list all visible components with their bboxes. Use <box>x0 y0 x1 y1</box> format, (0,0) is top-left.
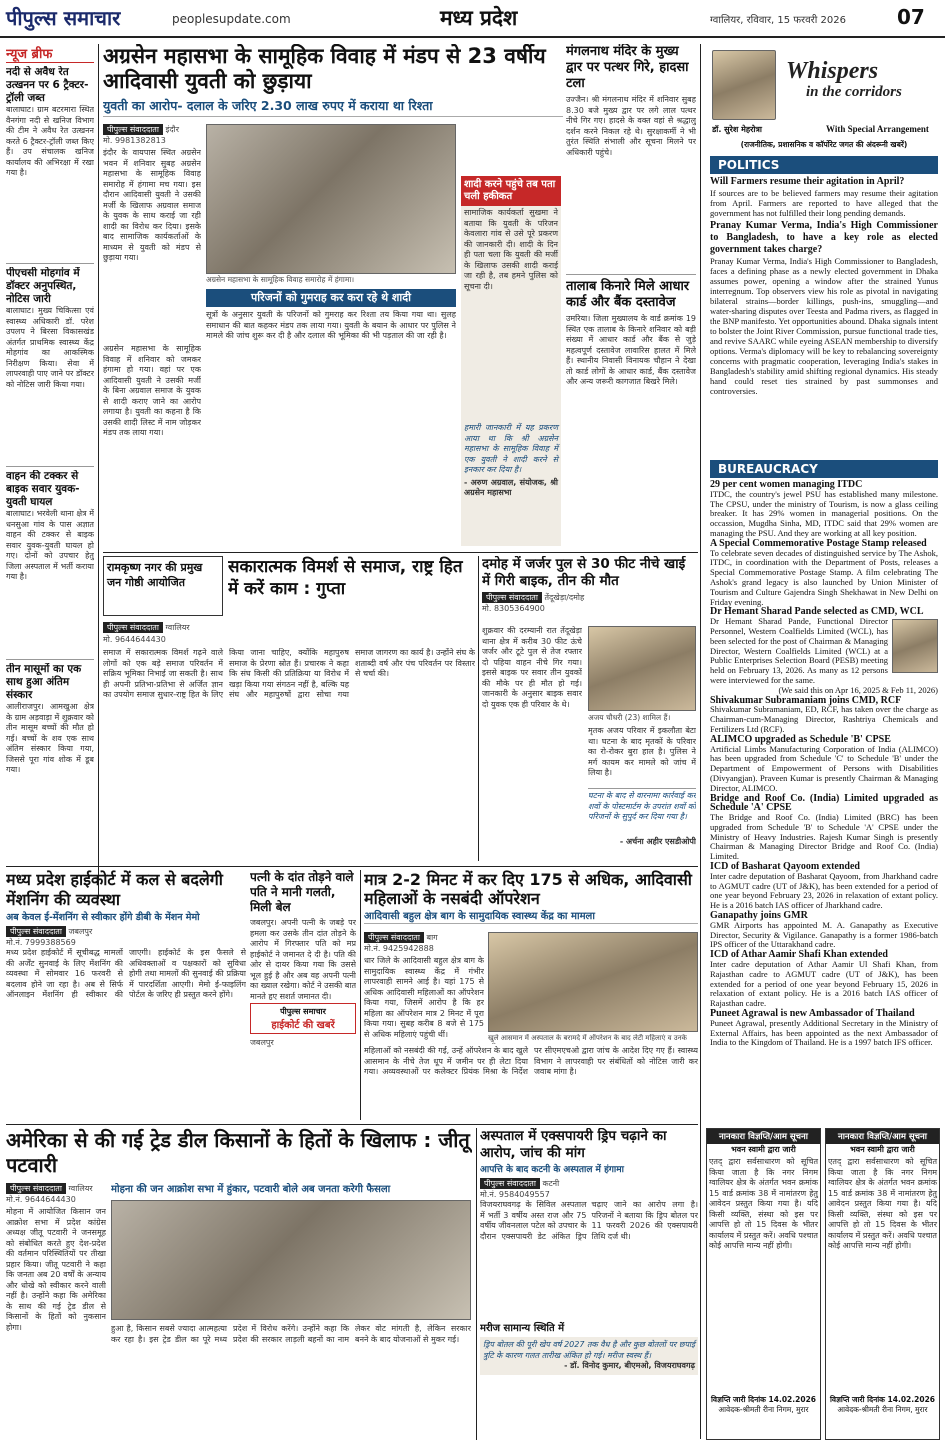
lead-bar-body: सूत्रों के अनुसार युवती के परिजनों को गुमराह कर रिश्ता तय किया गया था। सुलह समाधान की बात कहकर मंडप तक लाया गया। युवती के बयान के आधार पर पुलिस ने मामले की जांच शुरू कर दी है और दलाल की भूमिका की भी पड़ताल की जा रही है। <box>206 310 456 340</box>
jitu-subhead: मोहना की जन आक्रोश सभा में हुंकार, पटवारी बोले अब जनता करेगी फैसला <box>111 1184 391 1195</box>
whispers-subtitle: in the corridors <box>806 84 902 100</box>
row-divider <box>6 866 698 867</box>
byline-place: जबलपुर <box>68 927 93 936</box>
jitu-col1 <box>6 1183 106 1438</box>
damoh-quote: घटना के बाद से वारनामा कार्रवाई कर शवों के पोस्टमार्टम के उपरांत शवों को परिजनों के सुपुर्द कर दिया गया है। <box>588 791 696 821</box>
byline: पीपुल्स संवाददाता <box>364 932 424 943</box>
lead-body: इंदौर के वायपास स्थित अग्रसेन भवन में शनिवार सुबह अग्रसेन महासभा के सामूहिक विवाह समारोह में हंगामा मच गया। इस दौरान आदिवासी युवती ने उसकी मर्जी के खिलाफ अग्रवाल समाज के युवक के साथ कराई जा रही शादी का विरोध कर दिया। इसके बाद सामाजिक कार्यकर्ताओं के माध्यम से युवती को मंडप से छुड़ाया गया। <box>103 148 201 262</box>
mobile-number: मो. 9981382813 <box>103 136 166 145</box>
lead-story <box>103 44 563 549</box>
bureaucracy-item: Ganapathy joins GMR GMR Airports has appointed M. A. Ganapathy as Executive Director, Security & Vigilance. Ganapathy is a former 1986-batch IPS officer of the Uttarakhand cadre. <box>710 910 938 950</box>
bureaucracy-item: ICD of Basharat Qayoom extended Inter cadre deputation of Basharat Qayoom, from Jharkhand cadre to AGMUT cadre (UT of J&K), has been extended for a period of one year beyond February 23, 2026 in relaxation of extant policy. He is a 2016 batch IAS officer of Jharkhand cadre. <box>710 861 938 911</box>
byline-place: तेंदूखेड़ा/दमोह <box>544 593 585 602</box>
notice-date: विज्ञप्ति जारी दिनांक 14.02.2026 <box>829 1395 936 1404</box>
side-quote: हमारी जानकारी में यह प्रकरण आया था कि श्री अग्रसेन महासभा के सामूहिक विवाह में एक युवती ने शादी करने से इनकार कर दिया है। <box>464 423 558 474</box>
teeth-body: जबलपुर। अपनी पत्नी के जबड़े पर हमला कर उसके तीन दांत तोड़ने के आरोप में गिरफ्तार पति को मप्र हाईकोर्ट ने जमानत दे दी है। पति की ओर से दायर किया गया कि उससे भूल हुई है और अब वह अपनी पत्नी का ख्याल रखेगा। कोर्ट ने उसकी बात मानते हुए सशर्त जमानत दी। <box>250 918 356 1000</box>
bureaucracy-item: Dr Hemant Sharad Pande selected as CMD, WCL Dr Hemant Sharad Pande, Functional Director Personnel, Western Coalfields Limited (WCL), has been selected for the post of Chairman & Managing Director, Western Coalfields Limited (WCL) at a Public Enterprises Selection Board (PESB) meeting held on February 13, 2026. As many as 12 persons were interviewed for the same. <box>710 607 938 685</box>
teeth-story <box>250 870 356 1120</box>
mobile-number: मो.नं. 9644644430 <box>6 1195 76 1204</box>
byline: पीपुल्स संवाददाता <box>103 124 163 135</box>
byline: पीपुल्स संवाददाता <box>482 592 542 603</box>
lead-subhead: युवती का आरोप- दलाल के जरिए 2.30 लाख रुपए में कराया था रिश्ता <box>103 98 563 117</box>
byline: पीपुल्स संवाददाता <box>6 926 66 937</box>
brief-item: नदी से अवैध रेत उत्खनन पर 6 ट्रैक्टर-ट्रॉली जब्त बालाघाट। ग्राम बटरमारा स्थित वैनगंगा नदी से खनिज विभाग की टीम ने अवैध रेत उत्खनन करते 6 ट्रैक्टर-ट्रॉली जब्त किए हैं। उप संचालक खनिज कार्यालय की अभिरक्षा में रखा गया है। <box>6 66 94 264</box>
byline-place: कटनी <box>542 1179 560 1188</box>
bureaucracy-item: Shivakumar Subramaniam joins CMD, RCF Shivakumar Subramaniam, ED, RCF, has taken over the charge as Chairman-cum-Managing Director, Rashtriya Chemicals and Fertilizers Ltd (RCF). <box>710 694 938 734</box>
victim-caption: अजय चौधरी (23) शामिल हैं। <box>588 713 671 722</box>
hc-story <box>6 870 246 1120</box>
bureaucracy-item: (We said this on Apr 16, 2025 & Feb 11, 2026) <box>778 684 938 695</box>
special-arrangement: With Special Arrangement <box>826 124 929 134</box>
bureaucracy-item: ICD of Athar Aamir Shafi Khan extended Inter cadre deputation of Athar Aamir Ul Shafi Khan, from Rajasthan cadre to AGMUT cadre (UT of J&K), has been extended for a period of one year beyond February 15, 2026 in relaxation of extant policy. He is a 2016 batch IAS officer of Rajasthan cadre. <box>710 949 938 1009</box>
damoh-quote-box <box>588 788 696 860</box>
column-divider <box>478 556 479 861</box>
lead-subsection-bar: परिजनों को गुमराह कर करा रहे थे शादी <box>206 289 456 307</box>
officer-photo <box>892 619 938 673</box>
mangalnath-headline: मंगलनाथ मंदिर के मुख्य द्वार पर पत्थर गिरे, हादसा टला <box>566 44 689 91</box>
news-brief-label: न्यूज ब्रीफ <box>6 44 94 63</box>
byline-place: ग्वालियर <box>165 623 190 632</box>
katni-quote-box <box>480 1337 698 1375</box>
katni-quote: ड्रिप बोतल की पूरी खेप वर्ष 2027 तक वैध है और कुछ बोतलों पर छपाई त्रुटि के कारण गलत तारीख अंकित हो गई। मरीज स्वस्थ हैं। <box>483 1340 695 1360</box>
katni-quote-author: - डॉ. विनोद कुमार, बीएमओ, विजयराघवगढ़ <box>564 1361 695 1370</box>
bureaucracy-section <box>710 480 938 1124</box>
notice-applicant: आवेदक-श्रीमती रीना निगम, मुरार <box>837 1405 928 1414</box>
bureaucracy-item: Puneet Agrawal is new Ambassador of Thailand Puneet Agrawal, presently Additional Secretary in the Ministry of External Affairs, has been appointed as the next Ambassador of India to the Kingdom of Thailand. He is a 1997 batch IFS officer. <box>710 1008 938 1048</box>
byline: पीपुल्स संवाददाता <box>480 1178 540 1189</box>
notice-subtitle: भवन स्वामी द्वारा जारी <box>731 1145 796 1154</box>
jitu-story <box>6 1128 472 1440</box>
byline-place: इंदौर <box>165 125 180 134</box>
katni-body: विजयराघवगढ़ के सिविल अस्पताल में भर्ती 3 वर्षीय अस्त राज और 75 वर्षीय जीवनलाल पटेल को उपचार के दौरान एक्सपायरी डेट अंकित ड्रिप चढ़ाए जाने का आरोप लगा है। परिजनों ने बताया कि ड्रिप बोतल पर 11 फरवरी 2026 की एक्सपायरी तिथि दर्ज थी। <box>480 1200 698 1241</box>
bureaucracy-item: Bridge and Roof Co. (India) Limited upgraded as Schedule 'A' CPSE The Bridge and Roof Co. (India) Limited (BRC) has been upgraded from Schedule 'B' to Schedule 'A' CPSE under the Ministry of Heavy Industries. Rajesh Kumar Singh is presently Chairman & Managing Director Bridge and Roof Co. (India) Limited. <box>710 792 938 862</box>
politics-section <box>710 176 938 456</box>
byline: पीपुल्स संवाददाता <box>103 622 163 633</box>
damoh-headline: दमोह में जर्जर पुल से 30 फीट नीचे खाई में गिरी बाइक, तीन की मौत <box>482 556 686 589</box>
brief-item: तीन मासूमों का एक साथ हुआ अंतिम संस्कार आलीराजपुर। आमखुआ क्षेत्र के ग्राम अड़वाड़ा में शुक्रवार को तीन मासूम बच्चों की मौत हो गई। बच्चों के शव एक साथ अंतिम संस्कार किया गया, जिससे पूरा गांव शोक में डूब गया। <box>6 663 94 774</box>
mobile-number: मो.नं. 7999388569 <box>6 938 76 947</box>
column-divider <box>360 870 361 1120</box>
rk-box: रामकृष्ण नगर की प्रमुख जन गोष्ठी आयोजित <box>103 556 223 616</box>
notice-applicant: आवेदक-श्रीमती रीना निगम, मुरार <box>718 1405 809 1414</box>
newspaper-logo: पीपुल्स समाचार <box>6 6 121 30</box>
damoh-body-2: मृतक अजय परिवार में इकलौता बेटा था। घटना के बाद मृतकों के परिवार का रो-रोकर बुरा हाल है। पुलिस ने मर्ग कायम कर मामले को जांच में लिया है। <box>588 726 696 777</box>
politics-text: Pranay Kumar Verma, India's High Commissioner to Bangladesh, faces a defining phase as a newly elected government in Dhaka assumes power, opening a window after the strained Yunus interregnum. Top observers view his role as pivotal in navigating bilateral strains—border killings, push-ins, smuggling—and water-sharing disputes over Teesta and Padma rivers, as flagged in the BNP manifesto. Yet opportunities abound. Dhaka signals intent to bolster the Joint River Commission, pursue functional trade ties, and revive SAARC while eyeing ASEAN membership to diversify options. Verma's diplomacy will be key to rebalancing sovereignty concerns with pragmatic cooperation, leveraging India's stakes in Bangladesh's stability amid shifting regional dynamics. His steady hand could reset ties strained by past summonses and controversies. <box>710 256 938 396</box>
rk-story <box>103 556 475 861</box>
nasbandi-caption: खुले आसमान में अस्पताल के बरामदे में ऑपरेशन के बाद लेटी महिलाएं व उनके <box>488 1034 687 1042</box>
page-number: 07 <box>897 5 925 29</box>
brief-item: वाहन की टक्कर से बाइक सवार युवक-युवती घायल बालाघाट। भरवेली थाना क्षेत्र में धनसुआ गांव के पास अज्ञात वाहन की टक्कर से बाइक सवार युवक-युवती घायल हो गए। दोनों को उपचार हेतु जिला अस्पताल में भर्ती कराया गया है। <box>6 470 94 660</box>
victim-photo <box>588 626 696 711</box>
mangalnath-column <box>566 44 696 549</box>
nasbandi-photo <box>488 932 698 1032</box>
masthead <box>0 0 945 38</box>
column-divider <box>476 1128 477 1440</box>
katni-subheading: मरीज सामान्य स्थिति में <box>480 1323 565 1334</box>
katni-headline: अस्पताल में एक्सपायरी ड्रिप चढ़ाने का आरोप, जांच की मांग <box>480 1128 667 1161</box>
dateline: ग्वालियर, रविवार, 15 फरवरी 2026 <box>710 15 846 26</box>
bureaucracy-band: BUREAUCRACY <box>710 460 938 478</box>
jitu-body-2: हुआ है, किसान सबसे ज्यादा आत्महत्या कर रहा है। इस ट्रेड डील का पूरे मध्य प्रदेश में विरोध करेंगे। उन्होंने कहा कि प्रदेश की सरकार लाड़ली बहनों का नाम लेकर वोट मांगती है, लेकिन सरकार बनने के बाद योजनाओं से मुकर गई। <box>111 1324 471 1344</box>
hc-news-strip <box>250 1003 356 1034</box>
nasbandi-story <box>364 870 698 1120</box>
news-brief-column <box>6 44 94 899</box>
section-title: मध्य प्रदेश <box>440 6 518 30</box>
jitu-body: मोहना में आयोजित किसान जन आक्रोश सभा में प्रदेश कांग्रेस अध्यक्ष जीतू पटवारी ने जनसमूह को संबोधित करते हुए देश-प्रदेश की वर्तमान परिस्थितियों पर तीखा प्रहार किया। जीतू पटवारी ने कहा कि जनता अब 20 वर्षों के अन्याय और धोखे को स्वीकार करने वाली नहीं है। उन्होंने कहा कि अमेरिका के साथ की गई ट्रेड डील से किसानों के हितों को नुकसान होगा। <box>6 1207 106 1332</box>
public-notice <box>825 1128 940 1440</box>
talab-body: उमरिया। जिला मुख्यालय के वार्ड क्रमांक 19 स्थित एक तालाब के किनारे शनिवार को बड़ी संख्या में आधार कार्ड और बैंक से जुड़े महत्वपूर्ण दस्तावेज लावारिस हालत में मिले हैं। स्थानीय निवासी विनायक चौहान ने देखा तो कार्ड लोगों के आधार कार्ड, बैंक दस्तावेज और अन्य जरूरी कागजात बिखरे मिले। <box>566 314 696 386</box>
notice-title: नानकारा विज्ञप्ति/आम सूचना <box>707 1129 820 1144</box>
side-quote-author: - अरुण अग्रवाल, संयोजक, श्री अग्रसेन महासभा <box>464 477 558 497</box>
notice-date: विज्ञप्ति जारी दिनांक 14.02.2026 <box>710 1395 817 1404</box>
nasbandi-body: धार जिले के आदिवासी बहुल क्षेत्र बाग के सामुदायिक स्वास्थ्य केंद्र में गंभीर लापरवाही सामने आई है। यहां 175 से अधिक आदिवासी महिलाओं का ऑपरेशन किया गया, जिसमें आरोप है कि हर महिला का ऑपरेशन मात्र 2 मिनट में पूरा किया गया। सुबह करीब 8 बजे से 175 से अधिक महिलाएं पहुंची थीं। <box>364 956 484 1039</box>
lead-photo <box>206 124 456 274</box>
nasbandi-headline: मात्र 2-2 मिनट में कर दिए 175 से अधिक, आदिवासी महिलाओं के नसबंदी ऑपरेशन <box>364 870 692 908</box>
row-divider <box>6 1124 698 1125</box>
mobile-number: मो. 8305364900 <box>482 604 545 613</box>
column-divider <box>700 44 701 1439</box>
side-heading: शादी करने पहुंचे तब पता चली हकीकत <box>461 176 561 206</box>
teeth-headline: पत्नी के दांत तोड़ने वाले पति ने मानी गलती, मिली बेल <box>250 870 354 914</box>
hc-headline: मध्य प्रदेश हाईकोर्ट में कल से बदलेगी मेंशनिंग की व्यवस्था <box>6 870 223 909</box>
mangalnath-body: उज्जैन। श्री मंगलनाथ मंदिर में शनिवार सुबह 8.30 बजे मुख्य द्वार पर लगे लाल पत्थर नीचे गिर गए। हादसे के वक्त वहां से श्रद्धालु दर्शन करने निकल रहे थे। सुरक्षाकर्मी ने भी तुरंत स्थिति संभाली और सूचना मिलने पर अधिकारी पहुंचे। <box>566 95 696 157</box>
columnist-photo <box>712 50 776 120</box>
byline: पीपुल्स संवाददाता <box>6 1183 66 1194</box>
byline-place: जबलपुर <box>250 1038 274 1047</box>
bureaucracy-item: ALIMCO upgraded as Schedule 'B' CPSE Artificial Limbs Manufacturing Corporation of India (ALIMCO) has been upgraded from Schedule 'C' to Schedule 'B' under the Department of Empowerment of Persons with Disabilities (Divyangjan). Praveen Kumar is presently Chairman & Managing Director, ALIMCO. <box>710 733 938 793</box>
hc-body: मध्य प्रदेश हाईकोर्ट में सूचीबद्ध मामलों की अर्जेंट सुनवाई के लिए मेंशनिंग की व्यवस्था में सोमवार 16 फरवरी से बदलाव होने जा रहा है। अब से सिर्फ ऑनलाइन मेंशनिंग ही स्वीकार की जाएगी। हाईकोर्ट के इस फैसले से अधिवक्ताओं व पक्षकारों को सुविधा होगी तथा मामलों की सुनवाई की प्रक्रिया में पारदर्शिता आएगी। मेमो ई-फाइलिंग पोर्टल के जरिए ही प्रस्तुत करने होंगे। <box>6 948 246 999</box>
jitu-photo <box>111 1200 471 1320</box>
katni-subhead: आपत्ति के बाद कटनी के अस्पताल में हंगामा <box>480 1165 624 1175</box>
talab-headline: तालाब किनारे मिले आधार कार्ड और बैंक दस्तावेज <box>566 274 696 311</box>
mobile-number: मो.नं. 9584049557 <box>480 1190 550 1199</box>
notice-subtitle: भवन स्वामी द्वारा जारी <box>850 1145 915 1154</box>
nasbandi-body-2: महिलाओं को नसबंदी की गई, उन्हें ऑपरेशन के बाद खुले आसमान के नीचे तेज धूप में जमीन पर ही लेटा दिया गया। अव्यवस्थाओं पर कलेक्टर प्रियंक मिश्रा के निर्देश पर सीएमएचओ द्वारा जांच के आदेश दिए गए हैं। स्वास्थ्य विभाग ने लापरवाही पर संबंधितों को नोटिस जारी कर जवाब मांगा है। <box>364 1046 698 1076</box>
mobile-number: मो. 9644644430 <box>103 635 166 644</box>
mobile-number: मो.नं. 9425942888 <box>364 944 434 953</box>
notice-text: एतद् द्वारा सर्वसाधारण को सूचित किया जाता है कि नगर निगम ग्वालियर क्षेत्र के अंतर्गत भवन क्रमांक 15 वार्ड क्रमांक 38 में नामांतरण हेतु आवेदन प्रस्तुत किया गया है। यदि किसी व्यक्ति, संस्था को इस पर आपत्ति हो तो 15 दिवस के भीतर कार्यालय में प्रस्तुत करें। अवधि पश्चात कोई आपत्ति मान्य नहीं होगी। <box>709 1157 818 1250</box>
columnist-name: डॉ. सुरेश मेहरोत्रा <box>712 125 762 134</box>
bureaucracy-item: 29 per cent women managing ITDC ITDC, the country's jewel PSU has established many milestone. The CPSU, under the ministry of Tourism, is now a glass ceiling breaker. It has 29% women in managerial positions. On the occassion, Mugdha Sinha, MD, ITDC said that 29% women are managing the PSU. And they are working at all key position. <box>710 480 938 538</box>
row-divider <box>103 552 698 553</box>
lead-side-box <box>461 176 561 546</box>
byline-place: ग्वालियर <box>68 1184 93 1193</box>
rk-body: समाज में सकारात्मक विमर्श गढ़ने वाले लोगों को एक बड़े समाज परिवर्तन में सक्रिय भूमिका निभाई जा सकती है। साथ ही अपनी प्रतिभा-प्रतिभा से अर्जित ज्ञान का उपयोग समाज सुधार-राष्ट्र हित के लिए किया जाना चाहिए, क्योंकि महापुरुष समाज के प्रेरणा स्रोत हैं। प्रचारक ने कहा कि संघ किसी की प्रतिक्रिया या विरोध में खड़ा किया गया संगठन नहीं है, बल्कि यह संघ और महापुरुषों द्वारा सोचा गया समाज जागरण का कार्य है। उन्होंने संघ के शताब्दी वर्ष और पंच परिवर्तन पर विस्तार से चर्चा की। <box>103 648 475 699</box>
whispers-tagline: (राजनीतिक, प्रशासनिक व कॉर्पोरेट जगत की अंदरूनी खबरें) <box>740 140 908 149</box>
lead-body-2: अग्रसेन महासभा के सामूहिक विवाह में शनिवार को जमकर हंगामा हो गया। वहां पर एक आदिवासी युवती ने उसकी मर्जी के बिना अग्रवाल समाज के युवक से शादी कराए जाने का आरोप लगाया है। युवती का कहना है कि उसकी शादी लिस्ट में नाम जोड़कर मंडप तक लाया गया। <box>103 344 201 437</box>
notice-title: नानकारा विज्ञप्ति/आम सूचना <box>826 1129 939 1144</box>
whispers-column <box>706 44 940 1124</box>
website-link[interactable]: peoplesupdate.com <box>172 12 291 26</box>
brief-item: पीएचसी मोहगांव में डॉक्टर अनुपस्थित, नोटिस जारी बालाघाट। मुख्य चिकित्सा एवं स्वास्थ्य अधिकारी डॉ. परेश उपलप ने बिरसा विकासखंड अंतर्गत प्राथमिक स्वास्थ्य केंद्र मोहगांव का आकस्मिक निरीक्षण किया। सेवा में लापरवाही पाए जाने पर डॉक्टर को नोटिस जारी किया गया। <box>6 267 94 467</box>
damoh-story <box>482 556 696 861</box>
damoh-quote-author: - अर्चना अहीर एसडीओपी <box>619 837 696 846</box>
strip-brand: पीपुल्स समाचार <box>280 1007 326 1016</box>
jitu-headline: अमेरिका से की गई ट्रेड डील किसानों के हितों के खिलाफ : जीतू पटवारी <box>6 1128 470 1177</box>
rk-headline: सकारात्मक विमर्श से समाज, राष्ट्र हित में करें काम : गुप्ता <box>228 557 463 599</box>
strip-label: हाईकोर्ट की खबरें <box>271 1020 335 1031</box>
column-divider <box>98 44 99 899</box>
byline-place: बाग <box>426 933 438 942</box>
whispers-title: Whispers <box>786 58 879 84</box>
politics-heading: Pranay Kumar Verma, India's High Commissioner to Bangladesh, to have a key role as elected government takes charge? <box>710 220 938 255</box>
katni-story <box>480 1128 698 1440</box>
politics-band: POLITICS <box>710 156 938 174</box>
politics-text: If sources are to be believed farmers may resume their agitation from April. Farmers are reported to have alleged that the government has not fulfilled their long pending demands. <box>710 188 938 218</box>
lead-photo-caption: अग्रसेन महासभा के सामूहिक विवाह समारोह में हंगामा। <box>206 275 355 284</box>
lead-headline: अग्रसेन महासभा के सामूहिक विवाह में मंडप से 23 वर्षीय आदिवासी युवती को छुड़ाया <box>103 44 546 93</box>
nasbandi-subhead: आदिवासी बहुल क्षेत्र बाग के सामुदायिक स्वास्थ्य केंद्र का मामला <box>364 910 698 924</box>
damoh-body: शुक्रवार की दरम्यानी रात तेंदूखेड़ा थाना क्षेत्र में करीब 30 फीट ऊंचे जर्जर और टूटे पुल से तेज रफ्तार दो पहिया वाहन नीचे गिर गया। इससे बाइक पर सवार तीन युवकों की मौके पर ही मौत हो गई। जानकारी के अनुसार बाइक सवार दो युवक एक ही परिवार के थे। <box>482 626 582 709</box>
politics-heading: Will Farmers resume their agitation in April? <box>710 176 905 187</box>
public-notice <box>706 1128 821 1440</box>
bureaucracy-item: A Special Commemorative Postage Stamp released To celebrate seven decades of distinguished service by The Ashok, ITDC, in coordination with the Department of Posts, releases a Special Commemorative Postage Stamp. A film celebrating The Ashok's grand legacy is also launched by Union Minister of Tourism and Culture Gajendra Singh Shekhawat in New Delhi on Friday evening. <box>710 537 938 607</box>
notice-text: एतद् द्वारा सर्वसाधारण को सूचित किया जाता है कि नगर निगम ग्वालियर क्षेत्र के अंतर्गत भवन क्रमांक 15 वार्ड क्रमांक 38 में नामांतरण हेतु आवेदन प्रस्तुत किया गया है। यदि किसी व्यक्ति, संस्था को इस पर आपत्ति हो तो 15 दिवस के भीतर कार्यालय में प्रस्तुत करें। अवधि पश्चात कोई आपत्ति मान्य नहीं होगी। <box>828 1157 937 1250</box>
hc-subhead: अब केवल ई-मेंशनिंग से स्वीकार होंगे डीबी के मेंशन मेमो <box>6 912 200 923</box>
side-body: सामाजिक कार्यकर्ता सुखमा ने बताया कि युवती के परिजन केवलारा गांव से उसे पूरे प्रकरण की जानकारी दी। शादी के दिन ही पता चला कि युवती की मर्जी के खिलाफ उसकी शादी कराई जा रही है, तब हमने पुलिस को सूचना दी। <box>464 208 558 291</box>
